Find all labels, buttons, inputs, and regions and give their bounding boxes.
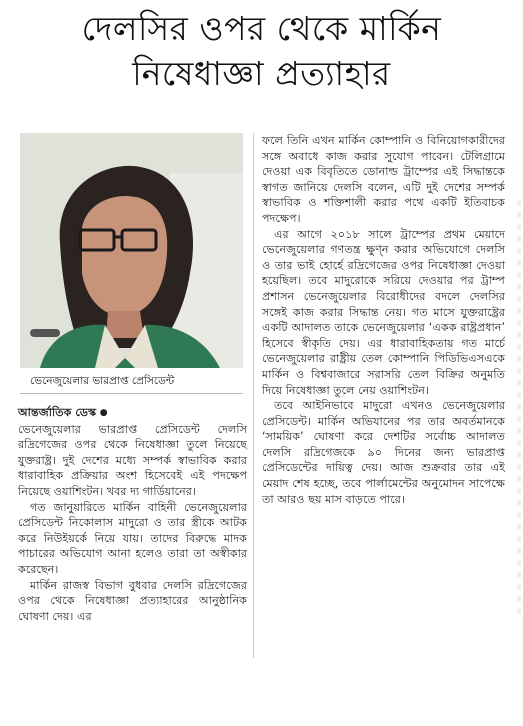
- headline: [0, 6, 523, 96]
- headline-line-2: নিষেধাজ্ঞা প্রত্যাহার: [132, 54, 391, 93]
- headline-line-1: দেলসির ওপর থেকে মার্কিন: [81, 9, 442, 48]
- left-column: [18, 405, 247, 624]
- right-paragraph: তবে আইনিভাবে মাদুরো এখনও ভেনেজুয়েলার প্রেসিডেন্ট। মার্কিন অভিযানের পর তার অবর্তমানকে ‘সাময়িক’ ঘোষণা করে দেশটির সর্বোচ্চ আদালত দেলসি রদ্রিগেজকে ৯০ দিনের জন্য ভারপ্রাপ্ত প্রেসিডেন্টের দায়িত্ব দেয়। আজ শুক্রবার তার এই মেয়াদ শেষ হচ্ছে, তবে পার্লামেন্টের অনুমোদন সাপেক্ষে তা আরও ছয় মাস বাড়তে পারে।: [262, 399, 505, 506]
- desk-label: আন্তর্জাতিক ডেস্ক: [18, 406, 97, 419]
- left-paragraph: গত জানুয়ারিতে মার্কিন বাহিনী ভেনেজুয়েলার প্রেসিডেন্ট নিকোলাস মাদুরো ও তার স্ত্রীকে আটক করে নিউইয়র্কে নিয়ে যায়। তাদের বিরুদ্ধে মাদক পাচারের অভিযোগ আনা হলেও তারা তা অস্বীকার করেছেন।: [18, 500, 247, 576]
- photo-caption: ভেনেজুয়েলার ভারপ্রাপ্ত প্রেসিডেন্ট: [20, 368, 243, 394]
- left-paragraph: ভেনেজুয়েলার ভারপ্রাপ্ত প্রেসিডেন্ট দেলসি রদ্রিগেজের ওপর থেকে নিষেধাজ্ঞা তুলে নিয়েছে যুক্তরাষ্ট্র। দুই দেশের মধ্যে সম্পর্ক স্বাভাবিক করার ধারাবাহিক প্রক্রিয়ার অংশ হিসেবেই এই পদক্ষেপ নিয়েছে ওয়াশিংটন। খবর দ্য গার্ডিয়ানের।: [18, 422, 247, 498]
- left-paragraph: মার্কিন রাজস্ব বিভাগ বুধবার দেলসি রদ্রিগেজের ওপর থেকে নিষেধাজ্ঞা প্রত্যাহারের আনুষ্ঠানিক ঘোষণা দেয়। এর: [18, 578, 247, 623]
- news-photo: [20, 133, 243, 368]
- column-divider: [253, 133, 254, 658]
- portrait-image: [20, 133, 243, 368]
- desk-line: [18, 405, 247, 422]
- right-column: [262, 133, 505, 507]
- right-paragraph: এর আগে ২০১৮ সালে ট্রাম্পের প্রথম মেয়াদে ভেনেজুয়েলার গণতন্ত্র ক্ষুণ্ন করার অভিযোগে দেলসি ও তার ভাই হোর্হে রদ্রিগেজের ওপর নিষেধাজ্ঞা দেওয়া হয়েছিল। তবে মাদুরোকে সরিয়ে দেওয়ার পর ট্রাম্প প্রশাসন ভেনেজুয়েলার বিরোধীদের বদলে দেলসির সঙ্গেই কাজ করার সিদ্ধান্ত নেয়। গত মাসে যুক্তরাষ্ট্রের একটি আদালত তাকে ভেনেজুয়েলার ‘একক রাষ্ট্রপ্রধান’ হিসেবে স্বীকৃতি দেয়। এর ধারাবাহিকতায় গত মার্চে ভেনেজুয়েলার রাষ্ট্রীয় তেল কোম্পানি পিডিভিএসএকে মার্কিন ও বিশ্ববাজারে সরাসরি তেল বিক্রির অনুমতি দিয়ে নিষেধাজ্ঞা তুলে নেয় ওয়াশিংটন।: [262, 227, 505, 397]
- right-paragraph: ফলে তিনি এখন মার্কিন কোম্পানি ও বিনিয়োগকারীদের সঙ্গে অবাধে কাজ করার সুযোগ পাবেন। টেলিগ্রামে দেওয়া এক বিবৃতিতে ডোনাল্ড ট্রাম্পের এই সিদ্ধান্তকে স্বাগত জানিয়ে দেলসি বলেন, এটি দুই দেশের সম্পর্ক স্বাভাবিক ও শক্তিশালী করার পথে একটি ইতিবাচক পদক্ষেপ।: [262, 134, 505, 225]
- bullet-icon: ●: [99, 408, 108, 418]
- page-edge-bleed: [517, 200, 521, 620]
